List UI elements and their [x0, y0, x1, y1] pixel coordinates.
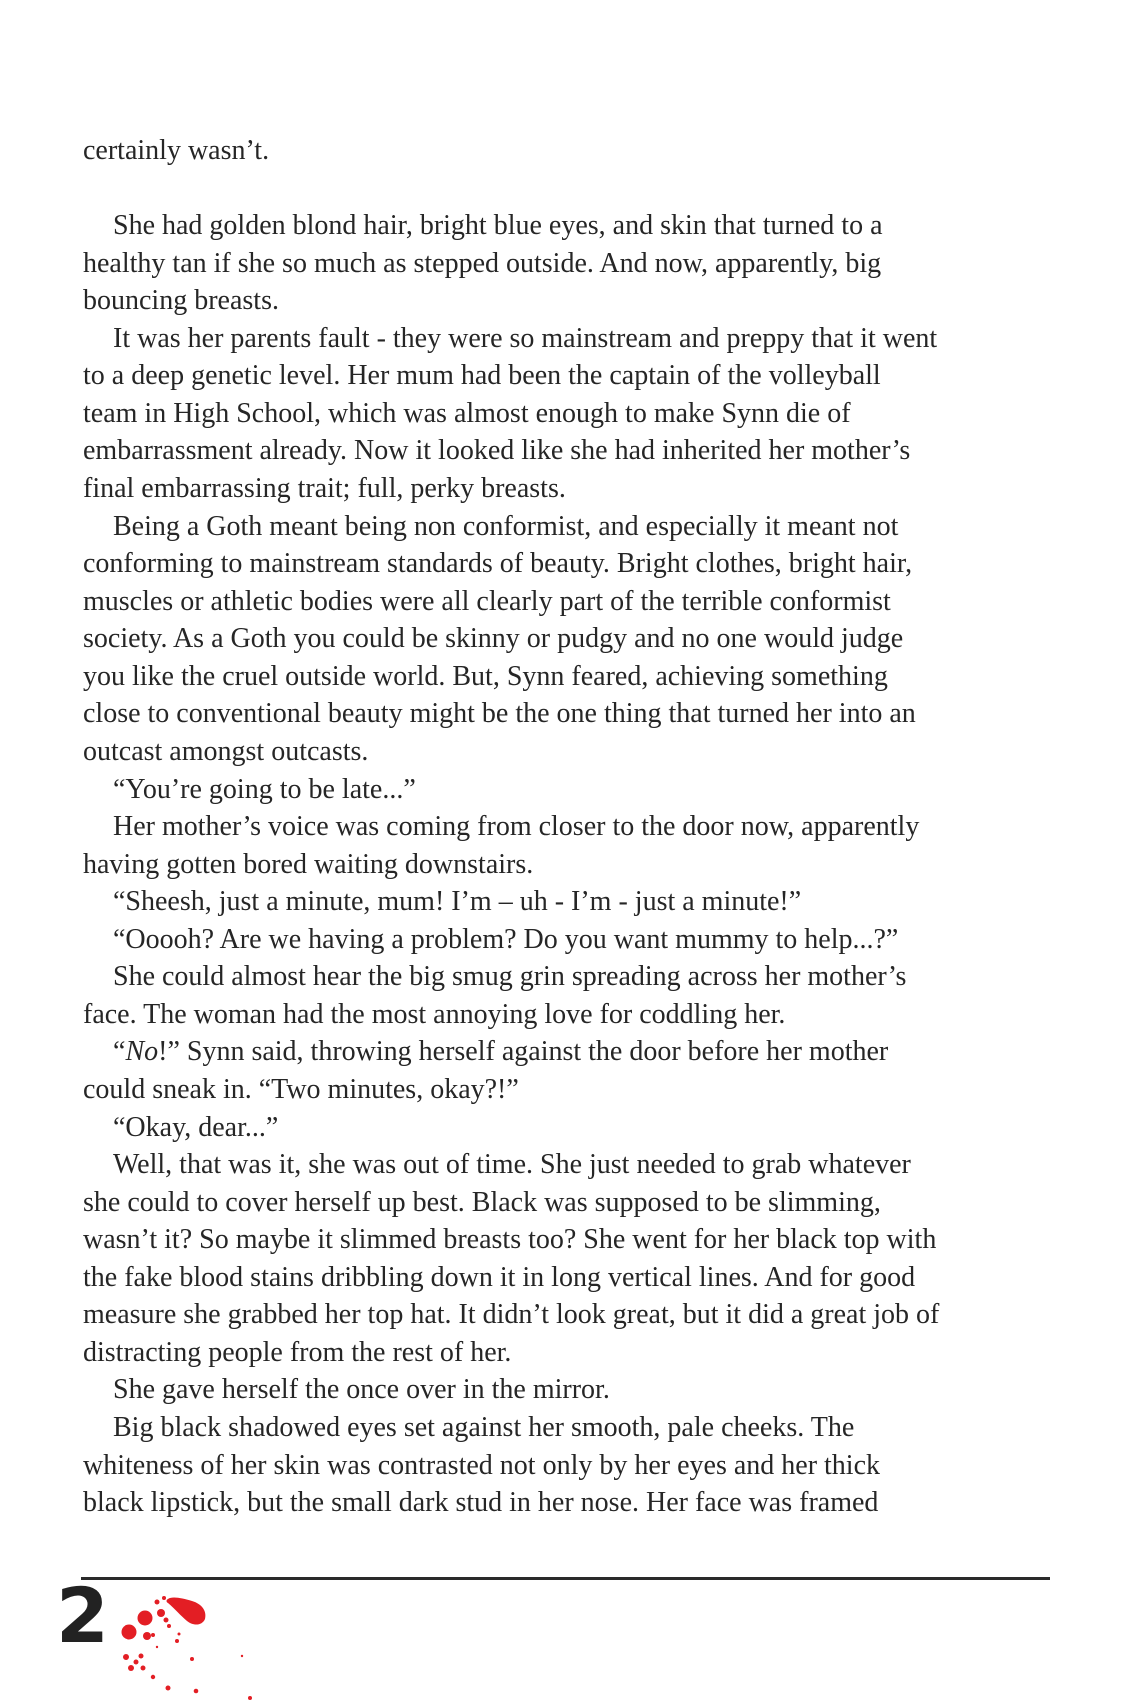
text-line: you like the cruel outside world. But, Synn feared, achieving something: [83, 660, 888, 692]
text-line: “You’re going to be late...”: [113, 773, 416, 805]
blood-drop: [190, 1657, 194, 1661]
blood-drop: [151, 1675, 155, 1679]
text-line: “Sheesh, just a minute, mum! I’m – uh - I’m - just a minute!”: [113, 886, 802, 918]
blood-drop: [141, 1666, 146, 1671]
text-line: certainly wasn’t.: [83, 135, 270, 166]
text-line: Being a Goth meant being non conformist, and especially it meant not: [113, 510, 899, 542]
text-line: Big black shadowed eyes set against her smooth, pale cheeks. The: [113, 1412, 855, 1444]
blood-drop: [166, 1686, 171, 1691]
text-line: whiteness of her skin was contrasted not only by her eyes and her thick: [83, 1449, 881, 1481]
footer-rule: [81, 1577, 1050, 1580]
text-line: having gotten bored waiting downstairs.: [83, 848, 534, 880]
text-line: She gave herself the once over in the mirror.: [113, 1374, 610, 1406]
text-line: to a deep genetic level. Her mum had been the captain of the volleyball: [83, 360, 881, 392]
blood-drop: [175, 1639, 179, 1643]
blood-drop: [164, 1618, 169, 1623]
text-line: she could to cover herself up best. Black was supposed to be slimming,: [83, 1186, 881, 1218]
text-line: She had golden blond hair, bright blue eyes, and skin that turned to a: [113, 210, 883, 242]
blood-drop: [134, 1660, 139, 1665]
text-line: Well, that was it, she was out of time. She just needed to grab whatever: [113, 1149, 911, 1181]
text-line: could sneak in. “Two minutes, okay?!”: [83, 1074, 519, 1105]
text-line: She could almost hear the big smug grin spreading across her mother’s: [113, 961, 907, 993]
blood-drop: [138, 1611, 153, 1626]
blood-drop: [248, 1696, 252, 1700]
text-line: the fake blood stains dribbling down it in long vertical lines. And for good: [83, 1261, 916, 1293]
blood-drop: [122, 1625, 137, 1640]
text-line: “Okay, dear...”: [113, 1111, 279, 1143]
blood-drop: [143, 1632, 151, 1640]
text-line: wasn’t it? So maybe it slimmed breasts too? She went for her black top with: [83, 1224, 937, 1256]
text-line: outcast amongst outcasts.: [83, 735, 369, 767]
blood-drop: [167, 1624, 171, 1628]
blood-drop: [156, 1646, 158, 1648]
blood-drop: [123, 1654, 129, 1660]
text-line: muscles or athletic bodies were all clearly part of the terrible conformist: [83, 585, 891, 617]
text-line: team in High School, which was almost enough to make Synn die of: [83, 397, 851, 429]
blood-splatter-icon: [110, 1590, 270, 1700]
text-line: final embarrassing trait; full, perky breasts.: [83, 473, 566, 505]
text-line: Her mother’s voice was coming from closer to the door now, apparently: [113, 811, 920, 843]
text-line: healthy tan if she so much as stepped outside. And now, apparently, big: [83, 247, 882, 279]
blood-drop: [178, 1633, 181, 1636]
text-line: It was her parents fault - they were so mainstream and preppy that it went: [113, 322, 938, 354]
blood-drop: [157, 1609, 165, 1617]
text-line: society. As a Goth you could be skinny or pudgy and no one would judge: [83, 623, 904, 655]
blood-drop: [151, 1633, 155, 1637]
text-line: conforming to mainstream standards of beauty. Bright clothes, bright hair,: [83, 548, 913, 580]
page-number: 2: [56, 1571, 107, 1660]
text-line: “Ooooh? Are we having a problem? Do you want mummy to help...?”: [113, 923, 899, 955]
italic-word: No: [125, 1036, 159, 1068]
quote-mark: “: [113, 1036, 126, 1068]
blood-drop: [155, 1600, 160, 1605]
text-line: close to conventional beauty might be the one thing that turned her into an: [83, 698, 916, 730]
text-line: face. The woman had the most annoying love for coddling her.: [83, 998, 786, 1030]
blood-drop: [128, 1665, 134, 1671]
text-line: distracting people from the rest of her.: [83, 1336, 512, 1368]
blood-drop: [139, 1654, 144, 1659]
blood-drop: [241, 1655, 243, 1657]
text-line: embarrassment already. Now it looked like she had inherited her mother’s: [83, 435, 911, 467]
text-line: [113, 1033, 888, 1071]
line-text: !” Synn said, throwing herself against the door before her mother: [158, 1036, 889, 1068]
blood-drop: [194, 1689, 199, 1694]
text-line: bouncing breasts.: [83, 285, 279, 317]
blood-drop: [167, 1598, 206, 1625]
text-line: measure she grabbed her top hat. It didn’t look great, but it did a great job of: [83, 1299, 940, 1331]
blood-drop: [162, 1596, 166, 1600]
text-line: black lipstick, but the small dark stud in her nose. Her face was framed: [83, 1487, 879, 1519]
